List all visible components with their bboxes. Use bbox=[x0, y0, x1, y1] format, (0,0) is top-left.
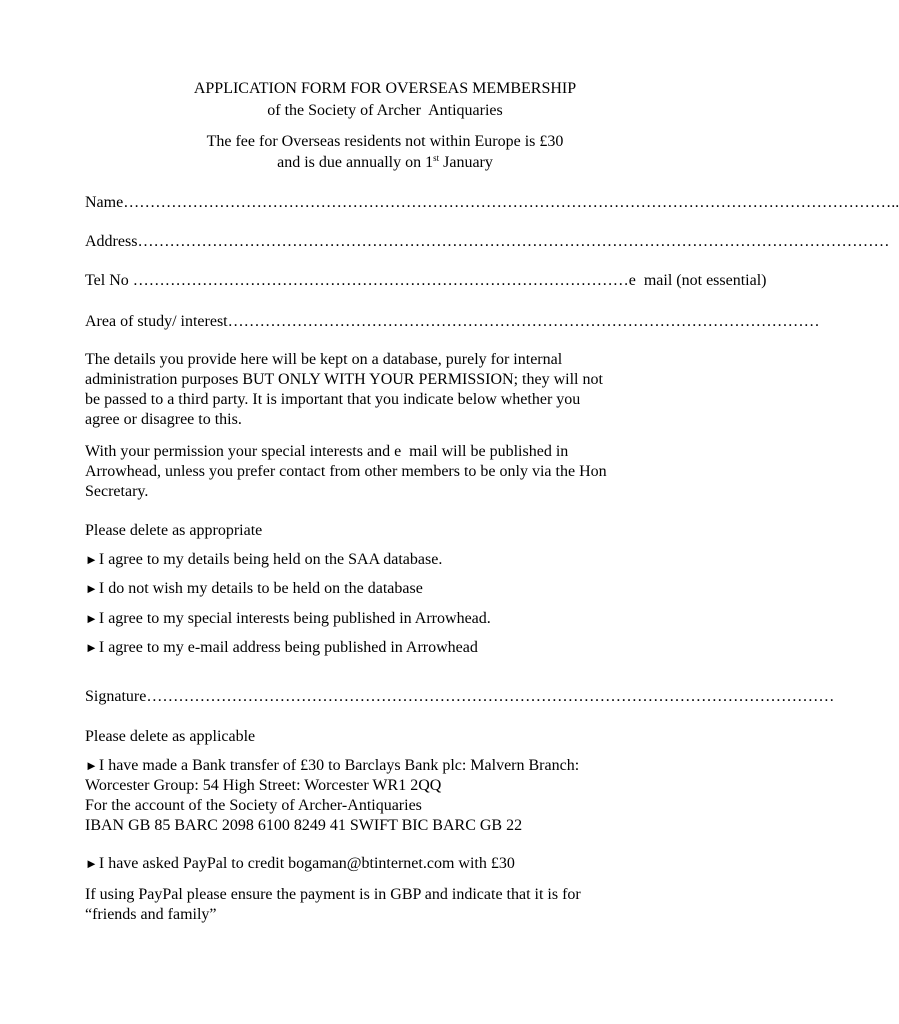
consent-option-interests-published[interactable]: ►I agree to my special interests being published in Arrowhead. bbox=[85, 610, 491, 627]
arrow-right-icon: ► bbox=[85, 758, 98, 773]
arrow-right-icon: ► bbox=[85, 581, 98, 596]
bank-account-line: For the account of the Society of Archer-Antiquaries bbox=[85, 797, 422, 814]
privacy-line: administration purposes BUT ONLY WITH YOUR PERMISSION; they will not bbox=[85, 371, 603, 388]
publication-line: Arrowhead, unless you prefer contact from other members to be only via the Hon bbox=[85, 463, 607, 480]
fee-line-1: The fee for Overseas residents not within Europe is £30 bbox=[206, 133, 564, 150]
privacy-line: be passed to a third party. It is important that you indicate below whether you bbox=[85, 391, 581, 408]
payment-heading: Please delete as applicable bbox=[85, 728, 256, 745]
tel-email-field[interactable]: Tel No …………………………………………………………………………………e mail (not essential) bbox=[85, 272, 767, 289]
bank-address-line: Worcester Group: 54 High Street: Worcester WR1 2QQ bbox=[85, 777, 442, 794]
privacy-line: The details you provide here will be kept on a database, purely for internal bbox=[85, 351, 563, 368]
signature-field[interactable]: Signature………………………………………………………………………………………………………………… bbox=[85, 688, 835, 705]
bank-transfer-line: ►I have made a Bank transfer of £30 to Barclays Bank plc: Malvern Branch: bbox=[85, 757, 580, 774]
consent-option-email-published[interactable]: ►I agree to my e-mail address being published in Arrowhead bbox=[85, 639, 478, 656]
area-of-study-field[interactable]: Area of study/ interest………………………………………………………………………………………………… bbox=[85, 313, 820, 330]
paypal-note-line: If using PayPal please ensure the payment is in GBP and indicate that it is for bbox=[85, 886, 581, 903]
consent-heading: Please delete as appropriate bbox=[85, 522, 263, 539]
arrow-right-icon: ► bbox=[85, 856, 98, 871]
paypal-note-line: “friends and family” bbox=[85, 906, 217, 923]
form-subtitle: of the Society of Archer Antiquaries bbox=[267, 102, 503, 119]
form-title: APPLICATION FORM FOR OVERSEAS MEMBERSHIP bbox=[193, 80, 577, 97]
consent-option-details-not-held[interactable]: ►I do not wish my details to be held on the database bbox=[85, 580, 423, 597]
name-field[interactable]: Name……………………………………………………………………………………………………………………………….. bbox=[85, 194, 899, 211]
bank-iban-line: IBAN GB 85 BARC 2098 6100 8249 41 SWIFT BIC BARC GB 22 bbox=[85, 817, 523, 834]
arrow-right-icon: ► bbox=[85, 640, 98, 655]
arrow-right-icon: ► bbox=[85, 611, 98, 626]
privacy-line: agree or disagree to this. bbox=[85, 411, 242, 428]
address-field[interactable]: Address…………………………………………………………………………………………………………………………… bbox=[85, 233, 890, 250]
fee-line-2: and is due annually on 1st January bbox=[277, 153, 493, 171]
publication-line: Secretary. bbox=[85, 483, 149, 500]
arrow-right-icon: ► bbox=[85, 552, 98, 567]
consent-option-details-held[interactable]: ►I agree to my details being held on the SAA database. bbox=[85, 551, 443, 568]
publication-line: With your permission your special interests and e mail will be published in bbox=[85, 443, 569, 460]
paypal-option[interactable]: ►I have asked PayPal to credit bogaman@btinternet.com with £30 bbox=[85, 855, 515, 872]
